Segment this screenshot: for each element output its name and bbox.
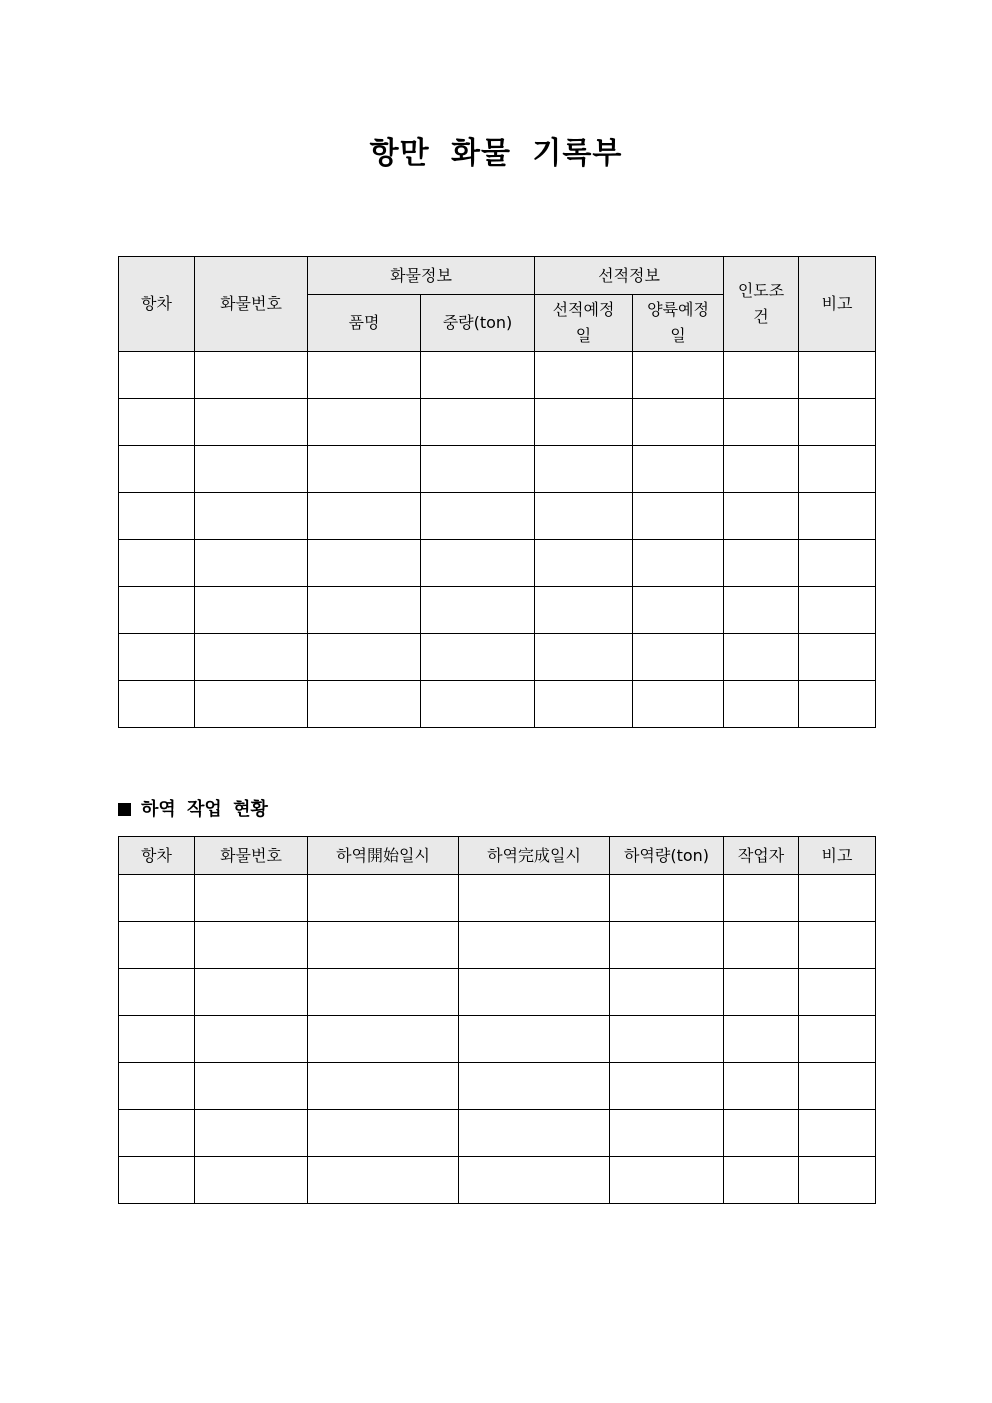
table-cell[interactable] xyxy=(799,922,876,969)
table-cell[interactable] xyxy=(799,969,876,1016)
header-voyage: 항차 xyxy=(119,837,195,875)
table-cell[interactable] xyxy=(195,540,308,587)
table-cell[interactable] xyxy=(535,352,633,399)
table-cell[interactable] xyxy=(308,446,421,493)
table-cell[interactable] xyxy=(633,587,724,634)
table-cell[interactable] xyxy=(724,493,799,540)
header-unloading-amount: 하역량(ton) xyxy=(610,837,724,875)
table-cell[interactable] xyxy=(633,540,724,587)
table-cell[interactable] xyxy=(195,1016,308,1063)
table-cell[interactable] xyxy=(799,1110,876,1157)
table-cell[interactable] xyxy=(535,634,633,681)
table-cell[interactable] xyxy=(724,587,799,634)
table-row xyxy=(119,634,876,681)
table-cell[interactable] xyxy=(459,1063,610,1110)
table-cell[interactable] xyxy=(119,446,195,493)
table-cell[interactable] xyxy=(308,681,421,728)
table-cell[interactable] xyxy=(610,1063,724,1110)
table-row xyxy=(119,1110,876,1157)
table-cell[interactable] xyxy=(799,1063,876,1110)
table-cell[interactable] xyxy=(119,352,195,399)
table-cell[interactable] xyxy=(633,399,724,446)
table-row xyxy=(119,1063,876,1110)
table-cell[interactable] xyxy=(195,634,308,681)
table-cell[interactable] xyxy=(421,446,535,493)
table-cell[interactable] xyxy=(799,1157,876,1204)
table-cell[interactable] xyxy=(799,540,876,587)
table-cell[interactable] xyxy=(195,399,308,446)
table-cell[interactable] xyxy=(308,922,459,969)
table-cell[interactable] xyxy=(119,1016,195,1063)
table-cell[interactable] xyxy=(308,587,421,634)
table-cell[interactable] xyxy=(799,352,876,399)
table-cell[interactable] xyxy=(799,399,876,446)
table-cell[interactable] xyxy=(195,1063,308,1110)
table-cell[interactable] xyxy=(459,875,610,922)
table-cell[interactable] xyxy=(724,399,799,446)
table-cell[interactable] xyxy=(195,875,308,922)
table-cell[interactable] xyxy=(535,399,633,446)
table-cell[interactable] xyxy=(633,493,724,540)
header-complete-datetime: 하역完成일시 xyxy=(459,837,610,875)
header-planned-loading-date: 선적예정일 xyxy=(535,295,633,352)
table-row xyxy=(119,446,876,493)
table-cell[interactable] xyxy=(119,634,195,681)
table-cell[interactable] xyxy=(535,493,633,540)
table-row xyxy=(119,352,876,399)
table-cell[interactable] xyxy=(535,681,633,728)
table-cell[interactable] xyxy=(308,493,421,540)
unloading-section-heading xyxy=(118,796,268,824)
cargo-record-table xyxy=(118,256,876,728)
table-cell[interactable] xyxy=(535,540,633,587)
table-cell[interactable] xyxy=(459,1157,610,1204)
table-cell[interactable] xyxy=(799,634,876,681)
table-cell[interactable] xyxy=(724,1063,799,1110)
table-row xyxy=(119,1016,876,1063)
table-cell[interactable] xyxy=(724,1110,799,1157)
table-cell[interactable] xyxy=(724,352,799,399)
header-item-name: 품명 xyxy=(308,295,421,352)
unloading-section-title: 하역 작업 현황 xyxy=(141,799,268,820)
header-worker: 작업자 xyxy=(724,837,799,875)
table-cell[interactable] xyxy=(119,875,195,922)
table-cell[interactable] xyxy=(195,587,308,634)
table-cell[interactable] xyxy=(610,1016,724,1063)
table-cell[interactable] xyxy=(195,922,308,969)
table-cell[interactable] xyxy=(421,634,535,681)
header-remarks: 비고 xyxy=(799,257,876,352)
table-cell[interactable] xyxy=(724,922,799,969)
table-cell[interactable] xyxy=(308,634,421,681)
table-cell[interactable] xyxy=(459,969,610,1016)
table-cell[interactable] xyxy=(308,1157,459,1204)
table-cell[interactable] xyxy=(308,399,421,446)
table-cell[interactable] xyxy=(195,969,308,1016)
table-row xyxy=(119,969,876,1016)
table-cell[interactable] xyxy=(535,587,633,634)
table-row xyxy=(119,587,876,634)
table-cell[interactable] xyxy=(421,540,535,587)
table-cell[interactable] xyxy=(195,681,308,728)
table-cell[interactable] xyxy=(308,540,421,587)
table-cell[interactable] xyxy=(308,352,421,399)
table-cell[interactable] xyxy=(724,634,799,681)
table-cell[interactable] xyxy=(119,1110,195,1157)
table-cell[interactable] xyxy=(799,1016,876,1063)
table-cell[interactable] xyxy=(459,1110,610,1157)
table-cell[interactable] xyxy=(799,446,876,493)
header-planned-unloading-date: 양륙예정일 xyxy=(633,295,724,352)
table-cell[interactable] xyxy=(119,681,195,728)
table-cell[interactable] xyxy=(633,446,724,493)
table-cell[interactable] xyxy=(724,446,799,493)
unloading-status-table xyxy=(118,836,876,1204)
table-cell[interactable] xyxy=(633,634,724,681)
table-cell[interactable] xyxy=(195,493,308,540)
table-cell[interactable] xyxy=(610,1157,724,1204)
table-cell[interactable] xyxy=(633,681,724,728)
table-cell[interactable] xyxy=(421,587,535,634)
table-cell[interactable] xyxy=(724,1157,799,1204)
table-row xyxy=(119,399,876,446)
table-cell[interactable] xyxy=(195,446,308,493)
table-cell[interactable] xyxy=(724,875,799,922)
header-delivery-terms: 인도조건 xyxy=(724,257,799,352)
black-square-icon xyxy=(118,803,131,816)
table-row xyxy=(119,922,876,969)
table-row xyxy=(119,875,876,922)
table-cell[interactable] xyxy=(799,493,876,540)
table-cell[interactable] xyxy=(308,1016,459,1063)
table-cell[interactable] xyxy=(195,1157,308,1204)
header-weight: 중량(ton) xyxy=(421,295,535,352)
table-cell[interactable] xyxy=(421,681,535,728)
table-cell[interactable] xyxy=(799,875,876,922)
table-cell[interactable] xyxy=(724,1016,799,1063)
table-cell[interactable] xyxy=(308,969,459,1016)
table-cell[interactable] xyxy=(119,399,195,446)
table-row xyxy=(119,540,876,587)
table-cell[interactable] xyxy=(308,1110,459,1157)
table-cell[interactable] xyxy=(119,922,195,969)
header-voyage: 항차 xyxy=(119,257,195,352)
page-title: 항만 화물 기록부 xyxy=(369,136,623,171)
table-cell[interactable] xyxy=(610,922,724,969)
table-cell[interactable] xyxy=(535,446,633,493)
table-cell[interactable] xyxy=(308,1063,459,1110)
header-cargo-info: 화물정보 xyxy=(308,257,535,295)
table-cell[interactable] xyxy=(195,352,308,399)
table-cell[interactable] xyxy=(610,969,724,1016)
table-cell[interactable] xyxy=(799,587,876,634)
table-cell[interactable] xyxy=(724,681,799,728)
table-cell[interactable] xyxy=(421,493,535,540)
table-cell[interactable] xyxy=(610,875,724,922)
table-cell[interactable] xyxy=(119,493,195,540)
header-cargo-number: 화물번호 xyxy=(195,257,308,352)
header-start-datetime: 하역開始일시 xyxy=(308,837,459,875)
header-cargo-number: 화물번호 xyxy=(195,837,308,875)
table-cell[interactable] xyxy=(308,875,459,922)
header-remarks: 비고 xyxy=(799,837,876,875)
table-row xyxy=(119,493,876,540)
table-cell[interactable] xyxy=(421,399,535,446)
table-cell[interactable] xyxy=(799,681,876,728)
table-cell[interactable] xyxy=(724,969,799,1016)
table-cell[interactable] xyxy=(119,587,195,634)
table-row xyxy=(119,681,876,728)
table-row xyxy=(119,1157,876,1204)
table-cell[interactable] xyxy=(633,352,724,399)
table-cell[interactable] xyxy=(724,540,799,587)
table-cell[interactable] xyxy=(421,352,535,399)
table-cell[interactable] xyxy=(119,540,195,587)
table-cell[interactable] xyxy=(119,1157,195,1204)
header-loading-info: 선적정보 xyxy=(535,257,724,295)
table-cell[interactable] xyxy=(195,1110,308,1157)
table-cell[interactable] xyxy=(459,1016,610,1063)
table-cell[interactable] xyxy=(459,922,610,969)
table-cell[interactable] xyxy=(610,1110,724,1157)
table-cell[interactable] xyxy=(119,1063,195,1110)
table-cell[interactable] xyxy=(119,969,195,1016)
